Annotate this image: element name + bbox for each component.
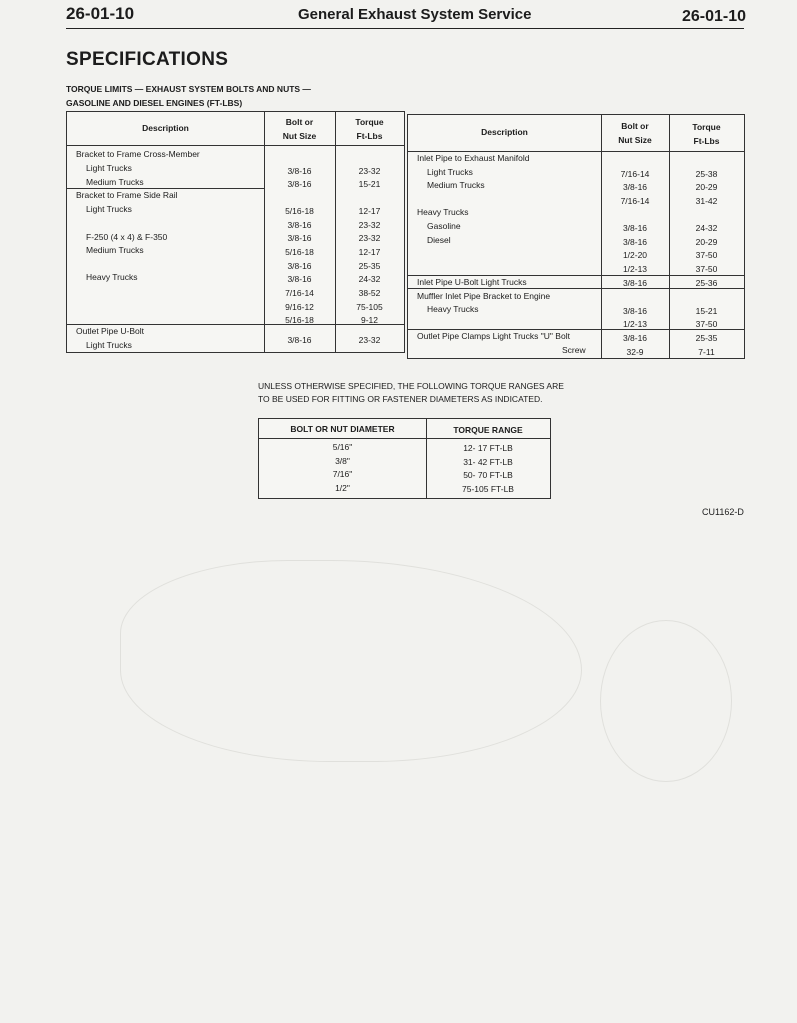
torque-range-table — [258, 418, 551, 499]
page-number-right: 26-01-10 — [682, 8, 747, 25]
bolt-cell: 5/16-18 — [285, 247, 314, 257]
col-header-torque: Ft-Lbs — [356, 131, 383, 141]
right-torque-table — [407, 114, 745, 359]
torque-cell: 38-52 — [358, 288, 381, 298]
description-cell: Light Trucks — [86, 340, 132, 350]
bolt-cell: 3/8-16 — [622, 237, 648, 247]
torque-cell: 24-32 — [695, 223, 718, 233]
bolt-cell: 3/8-16 — [622, 182, 648, 192]
torque-cell: 25-38 — [695, 169, 718, 179]
torque-cell: 24-32 — [358, 274, 381, 284]
description-cell: Heavy Trucks — [86, 272, 138, 282]
col-header-bolt: Nut Size — [282, 131, 317, 141]
bolt-cell: 1/2-13 — [622, 319, 648, 329]
bolt-cell: 3/8-16 — [287, 220, 312, 230]
description-cell: Light Trucks — [86, 163, 132, 173]
torque-cell: 12-17 — [358, 247, 381, 257]
description-cell: Bracket to Frame Side Rail — [76, 190, 178, 200]
bolt-cell: 3/8-16 — [287, 261, 312, 271]
row-divider — [408, 275, 744, 276]
torque-cell: 31-42 — [695, 196, 718, 206]
bolt-cell: 1/2-20 — [622, 250, 648, 260]
diameter-cell: 5/16" — [332, 442, 353, 452]
torque-cell: 37-50 — [695, 264, 718, 274]
description-cell: Diesel — [427, 235, 451, 245]
description-cell: Bracket to Frame Cross-Member — [76, 149, 200, 159]
page-number-left: 26-01-10 — [66, 4, 135, 23]
torque-cell: 12-17 — [358, 206, 381, 216]
torque-cell: 23-32 — [358, 220, 381, 230]
torque-range-note — [258, 380, 564, 406]
col-header-description: Description — [481, 127, 528, 137]
diameter-cell: 7/16" — [332, 469, 353, 479]
subtitle-line: GASOLINE AND DIESEL ENGINES (FT-LBS) — [66, 98, 243, 108]
col-header-torque: Torque — [692, 122, 721, 132]
torque-cell: 25-35 — [358, 261, 381, 271]
description-cell: Muffler Inlet Pipe Bracket to Engine — [417, 291, 551, 301]
bolt-cell: 3/8-16 — [622, 223, 648, 233]
specifications-heading: SPECIFICATIONS — [66, 49, 229, 70]
description-cell: Heavy Trucks — [427, 304, 479, 314]
description-cell: Inlet Pipe U-Bolt Light Trucks — [417, 277, 527, 287]
row-divider — [408, 288, 744, 289]
description-cell: Gasoline — [427, 221, 461, 231]
bolt-cell: 9/16-12 — [285, 302, 314, 312]
torque-cell: 75-105 — [356, 302, 383, 312]
torque-cell: 23-32 — [358, 335, 381, 345]
bolt-cell: 3/8-16 — [287, 274, 312, 284]
bolt-cell: 3/8-16 — [287, 335, 312, 345]
description-cell: Light Trucks — [427, 167, 473, 177]
note-line: UNLESS OTHERWISE SPECIFIED, THE FOLLOWING TORQUE RANGES ARE — [258, 381, 564, 391]
bolt-cell: 3/8-16 — [287, 233, 312, 243]
range-cell: 50- 70 FT-LB — [463, 470, 513, 480]
bolt-cell: 7/16-14 — [620, 169, 650, 179]
bolt-cell: 1/2-13 — [622, 264, 648, 274]
bleed-through-shape — [120, 560, 582, 762]
bolt-cell: 5/16-18 — [285, 315, 314, 325]
col-header-diameter: BOLT OR NUT DIAMETER — [290, 424, 395, 434]
section-title: General Exhaust System Service — [298, 6, 532, 23]
subtitle-line: TORQUE LIMITS — EXHAUST SYSTEM BOLTS AND NUTS — — [66, 84, 311, 94]
torque-cell: 15-21 — [358, 179, 381, 189]
torque-cell: 9-12 — [360, 315, 378, 325]
note-line: TO BE USED FOR FITTING OR FASTENER DIAMETERS AS INDICATED. — [258, 394, 543, 404]
header-rule — [66, 28, 744, 29]
diameter-cell: 3/8" — [335, 456, 350, 466]
col-header-bolt: Bolt or — [285, 117, 314, 127]
description-cell: Medium Trucks — [86, 177, 144, 187]
torque-cell: 25-35 — [695, 333, 718, 343]
description-cell: Medium Trucks — [86, 245, 144, 255]
description-cell: Outlet Pipe U-Bolt — [76, 326, 145, 336]
col-header-bolt: Bolt or — [621, 121, 649, 131]
description-cell: F-250 (4 x 4) & F-350 — [86, 232, 168, 242]
description-cell: Light Trucks — [86, 204, 132, 214]
torque-cell: 37-50 — [695, 319, 718, 329]
bolt-cell: 7/16-14 — [620, 196, 650, 206]
description-cell: Screw — [562, 345, 586, 355]
torque-cell: 23-32 — [358, 233, 381, 243]
range-cell: 75-105 FT-LB — [462, 484, 514, 494]
range-cell: 12- 17 FT-LB — [463, 443, 513, 453]
description-cell: Inlet Pipe to Exhaust Manifold — [417, 153, 530, 163]
torque-cell: 23-32 — [358, 166, 381, 176]
description-cell: Medium Trucks — [427, 180, 485, 190]
col-header-torque: Ft-Lbs — [693, 136, 720, 146]
row-divider — [408, 329, 744, 330]
bolt-cell: 5/16-18 — [285, 206, 314, 216]
figure-code: CU1162-D — [702, 507, 744, 517]
bolt-cell: 3/8-16 — [287, 166, 312, 176]
header-divider — [408, 151, 744, 152]
range-cell: 31- 42 FT-LB — [463, 457, 513, 467]
col-header-description: Description — [142, 123, 189, 133]
bolt-cell: 3/8-16 — [287, 179, 312, 189]
torque-cell: 20-29 — [695, 182, 718, 192]
row-divider — [67, 188, 264, 189]
bleed-through-shape — [600, 620, 732, 782]
torque-cell: 37-50 — [695, 250, 718, 260]
col-header-torque: Torque — [355, 117, 384, 127]
diameter-cell: 1/2" — [335, 483, 350, 493]
torque-cell: 7-11 — [698, 347, 715, 357]
specifications-subtitle — [66, 82, 311, 110]
torque-cell: 25-36 — [695, 278, 718, 288]
col-header-torque-range: TORQUE RANGE — [453, 425, 523, 435]
torque-cell: 20-29 — [695, 237, 718, 247]
bolt-cell: 3/8-16 — [622, 333, 648, 343]
bolt-cell: 32-9 — [626, 347, 644, 357]
col-header-bolt: Nut Size — [618, 135, 652, 145]
torque-cell: 15-21 — [695, 306, 718, 316]
left-torque-table — [66, 111, 405, 353]
header-divider — [259, 438, 550, 439]
bolt-cell: 7/16-14 — [285, 288, 314, 298]
bolt-cell: 3/8-16 — [622, 306, 648, 316]
description-cell: Heavy Trucks — [417, 207, 469, 217]
bolt-cell: 3/8-16 — [622, 278, 648, 288]
header-divider — [67, 145, 404, 146]
description-cell: Outlet Pipe Clamps Light Trucks "U" Bolt — [417, 331, 570, 341]
